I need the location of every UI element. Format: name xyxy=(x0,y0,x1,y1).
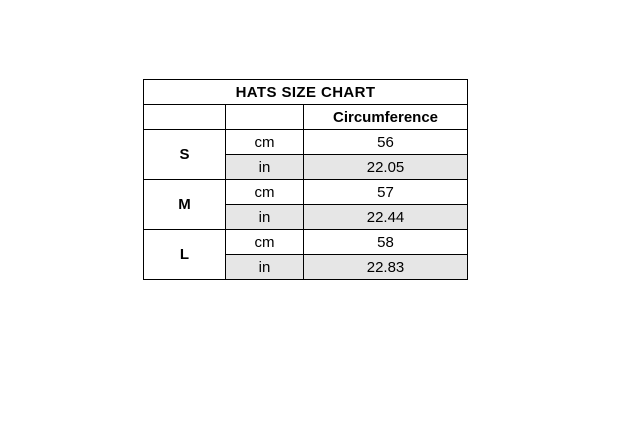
table-row-title xyxy=(144,80,468,105)
size-chart-container xyxy=(143,79,467,280)
table-row xyxy=(144,180,468,205)
table-row xyxy=(144,230,468,255)
value-in-l: 22.83 xyxy=(304,255,468,280)
unit-in-l: in xyxy=(226,255,304,280)
size-label-m: M xyxy=(144,180,226,230)
header-size-blank xyxy=(144,105,226,130)
value-in-m: 22.44 xyxy=(304,205,468,230)
table-row-header xyxy=(144,105,468,130)
unit-in-s: in xyxy=(226,155,304,180)
unit-cm-s: cm xyxy=(226,130,304,155)
hats-size-chart-table xyxy=(143,79,468,280)
header-unit-blank xyxy=(226,105,304,130)
table-row xyxy=(144,130,468,155)
size-label-l: L xyxy=(144,230,226,280)
value-in-s: 22.05 xyxy=(304,155,468,180)
size-label-s: S xyxy=(144,130,226,180)
unit-cm-l: cm xyxy=(226,230,304,255)
value-cm-l: 58 xyxy=(304,230,468,255)
value-cm-s: 56 xyxy=(304,130,468,155)
chart-title: HATS SIZE CHART xyxy=(144,80,468,105)
header-circumference: Circumference xyxy=(304,105,468,130)
unit-in-m: in xyxy=(226,205,304,230)
unit-cm-m: cm xyxy=(226,180,304,205)
value-cm-m: 57 xyxy=(304,180,468,205)
